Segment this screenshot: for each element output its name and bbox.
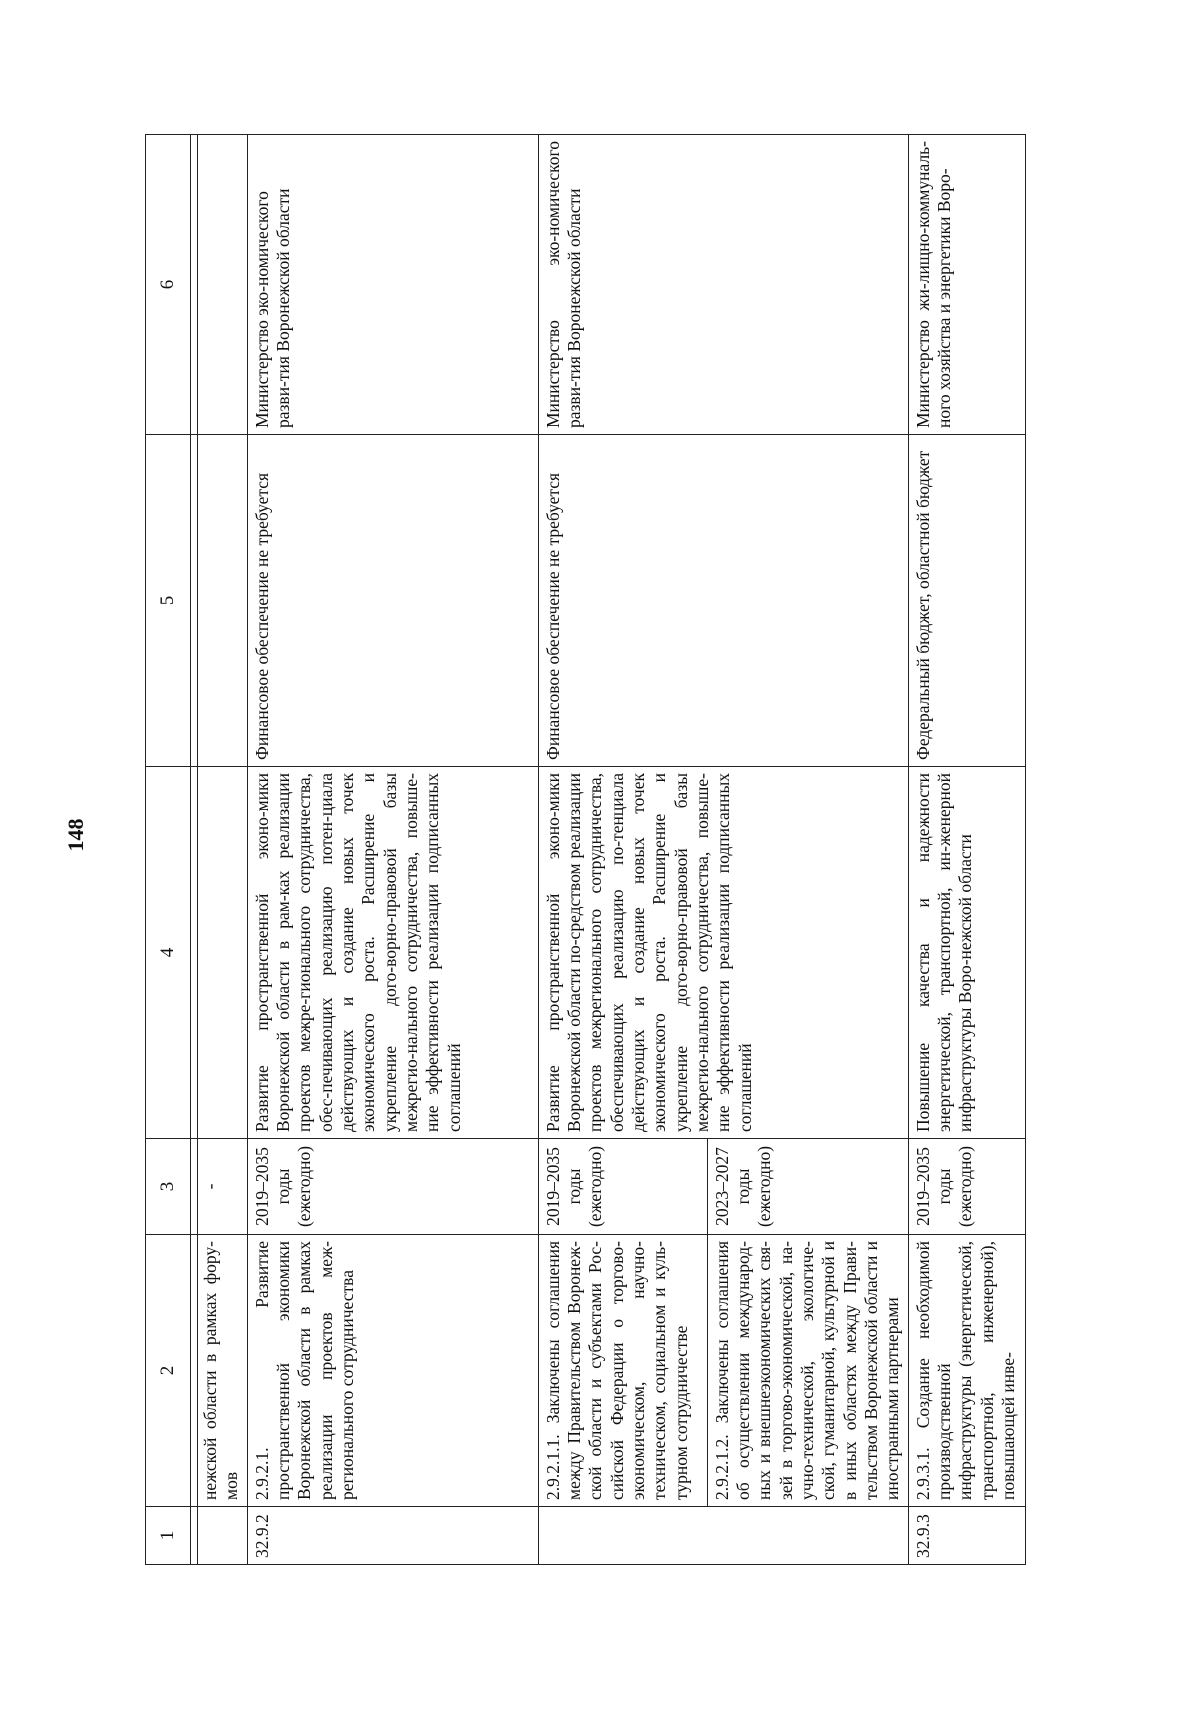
rotated-document bbox=[63, 115, 1085, 1565]
column-number-row bbox=[146, 135, 191, 1565]
funding-cell: Финансовое обеспечение не требуется bbox=[538, 435, 908, 767]
responsible-cell: Министерство жи-лищно-коммуналь-ного хозяйства и энергетики Воро- bbox=[908, 135, 1025, 435]
column-header: 2 bbox=[146, 1235, 191, 1507]
period-cell: 2019–2035 годы (ежегодно) bbox=[538, 1139, 707, 1235]
event-cell: 2.9.2.1.2. Заключены соглашения об осуществлении международ-ных и внешнеэкономических свя-зей в торгово-экономической, на-учно-технической, экологиче-ской, гуманитарной, культурной и в иных областях между Прави-тельством Воронежской области и иностранными партнерами bbox=[707, 1235, 908, 1507]
column-header: 4 bbox=[146, 767, 191, 1139]
row-number: 32.9.3 bbox=[908, 1507, 1025, 1565]
row-number-empty bbox=[538, 1507, 908, 1565]
column-header: 5 bbox=[146, 435, 191, 767]
result-cell: Развитие пространственной эконо-мики Воронежской области по-средством реализации проектов межрегионального сотрудничества, обеспечивающих реализацию по-тенциала действующих и создание новых точек экономического роста. Расширение и укрепление дого-ворно-правовой базы межрегио-нального сотрудничества, повыше-ние эффективности реализации подписанных соглашений bbox=[538, 767, 908, 1139]
separator-row bbox=[191, 135, 198, 1565]
period-cell: 2023–2027 годы (ежегодно) bbox=[707, 1139, 908, 1235]
result-cell: Развитие пространственной эконо-мики Воронежской области в рам-ках реализации проектов межре-гионального сотрудничества, обес-печивающих реализацию потен-циала действующих и создание новых точек экономического роста. Расширение и укрепление дого-ворно-правовой базы межрегио-нального сотрудничества, повыше-ние эффективности реализации подписанных соглашений bbox=[247, 767, 538, 1139]
column-header: 6 bbox=[146, 135, 191, 435]
table-row bbox=[538, 135, 707, 1565]
funding-cell: Федеральный бюджет, областной бюджет bbox=[908, 435, 1025, 767]
result-cell: Повышение качества и надежности энергетической, транспортной, ин-женерной инфраструктуры Воро-нежской области bbox=[908, 767, 1025, 1139]
page-number: 148 bbox=[63, 818, 88, 852]
table-row bbox=[198, 135, 248, 1565]
period-cell: 2019–2035 годы (ежегодно) bbox=[908, 1139, 1025, 1235]
period-cell: - bbox=[198, 1139, 248, 1235]
table-row bbox=[247, 135, 538, 1565]
funding-cell: Финансовое обеспечение не требуется bbox=[247, 435, 538, 767]
plan-table bbox=[145, 134, 1026, 1565]
event-cell: 2.9.2.1. Развитие пространственной экономики Воронежской области в рамках реализации проектов меж-регионального сотрудничества bbox=[247, 1235, 538, 1507]
row-number bbox=[198, 1507, 248, 1565]
period-cell: 2019–2035 годы (ежегодно) bbox=[247, 1139, 538, 1235]
row-number: 32.9.2 bbox=[247, 1507, 538, 1565]
table-row bbox=[908, 135, 1025, 1565]
result-cell bbox=[198, 767, 248, 1139]
event-cell: 2.9.3.1. Создание необходимой производственной инфраструктуры (энергетической, транспортной, инженерной), повышающей инве- bbox=[908, 1235, 1025, 1507]
responsible-cell: Министерство эко-номического разви-тия Воронежской области bbox=[538, 135, 908, 435]
responsible-cell bbox=[198, 135, 248, 435]
event-cell: 2.9.2.1.1. Заключены соглашения между Правительством Воронеж-ской области и субъектами Рос-сийской Федерации о торгово-экономическом, научно-техническом, социальном и куль-турном сотрудничестве bbox=[538, 1235, 707, 1507]
responsible-cell: Министерство эко-номического разви-тия Воронежской области bbox=[247, 135, 538, 435]
column-header: 3 bbox=[146, 1139, 191, 1235]
funding-cell bbox=[198, 435, 248, 767]
column-header: 1 bbox=[146, 1507, 191, 1565]
event-cell: нежской области в рамках фору-мов bbox=[198, 1235, 248, 1507]
